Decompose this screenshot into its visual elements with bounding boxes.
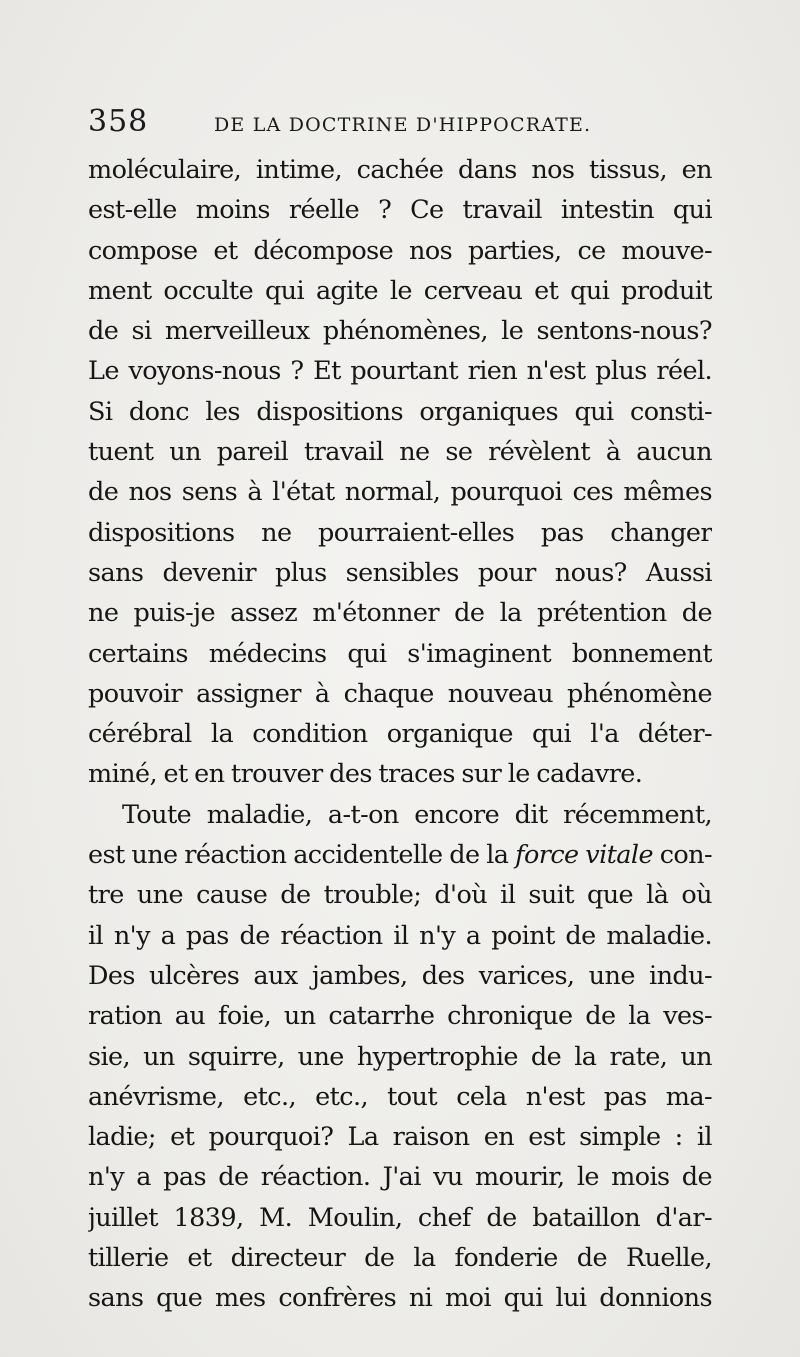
page-number: 358 [88,104,149,139]
text-line: tuent un pareil travail ne se révèlent à aucun [88,437,712,468]
text-line: ment occulte qui agite le cerveau et qui produit [88,275,712,306]
text-line: sans que mes confrères ni moi qui lui donnions [88,1283,712,1314]
text-line: Des ulcères aux jambes, des varices, une indu- [88,960,712,991]
line-text-before: est une réaction accidentelle de la [88,840,516,871]
text-line: ladie; et pourquoi? La raison en est simple : il [88,1122,712,1153]
text-line: n'y a pas de réaction. J'ai vu mourir, le mois de [88,1162,712,1193]
text-line: Si donc les dispositions organiques qui consti- [88,396,712,427]
text-line: tillerie et directeur de la fonderie de Ruelle, [88,1243,712,1274]
text-line: cérébral la condition organique qui l'a déter- [88,719,712,750]
text-line: est-elle moins réelle ? Ce travail intestin qui [88,195,712,226]
text-line: certains médecins qui s'imaginent bonnement [88,638,712,669]
text-line: il n'y a pas de réaction il n'y a point de maladie. [88,920,712,951]
text-line: de nos sens à l'état normal, pourquoi ces mêmes [88,477,712,508]
page-header [88,100,712,140]
text-line: moléculaire, intime, cachée dans nos tissus, en [88,155,712,185]
line-text-after: con- [652,840,712,871]
text-line: sans devenir plus sensibles pour nous? Aussi [88,557,712,588]
text-line: compose et décompose nos parties, ce mouve- [88,235,712,266]
running-title: DE LA DOCTRINE D'HIPPOCRATE. [214,114,592,136]
text-line: dispositions ne pourraient-elles pas changer [88,517,712,548]
text-line: de si merveilleux phénomènes, le sentons-nous? [88,316,712,347]
text-line: ration au foie, un catarrhe chronique de la ves- [88,1001,712,1032]
text-line: tre une cause de trouble; d'où il suit que là où [88,880,712,911]
paragraph-start-line: Toute maladie, a-t-on encore dit récemment, [122,799,712,830]
text-line: juillet 1839, M. Moulin, chef de bataillon d'ar- [88,1202,712,1233]
text-line: Le voyons-nous ? Et pourtant rien n'est plus réel. [88,356,712,387]
text-line: ne puis-je assez m'étonner de la prétention de [88,598,712,629]
paragraph-end-line: miné, et en trouver des traces sur le cadavre. [88,759,643,790]
text-line: sie, un squirre, une hypertrophie de la rate, un [88,1041,712,1072]
text-line: anévrisme, etc., etc., tout cela n'est pas ma- [88,1081,712,1112]
text-line-with-emphasis [88,835,712,875]
italic-term: force vitale [515,840,653,871]
body-text [88,150,712,1319]
text-line: pouvoir assigner à chaque nouveau phénomène [88,678,712,709]
